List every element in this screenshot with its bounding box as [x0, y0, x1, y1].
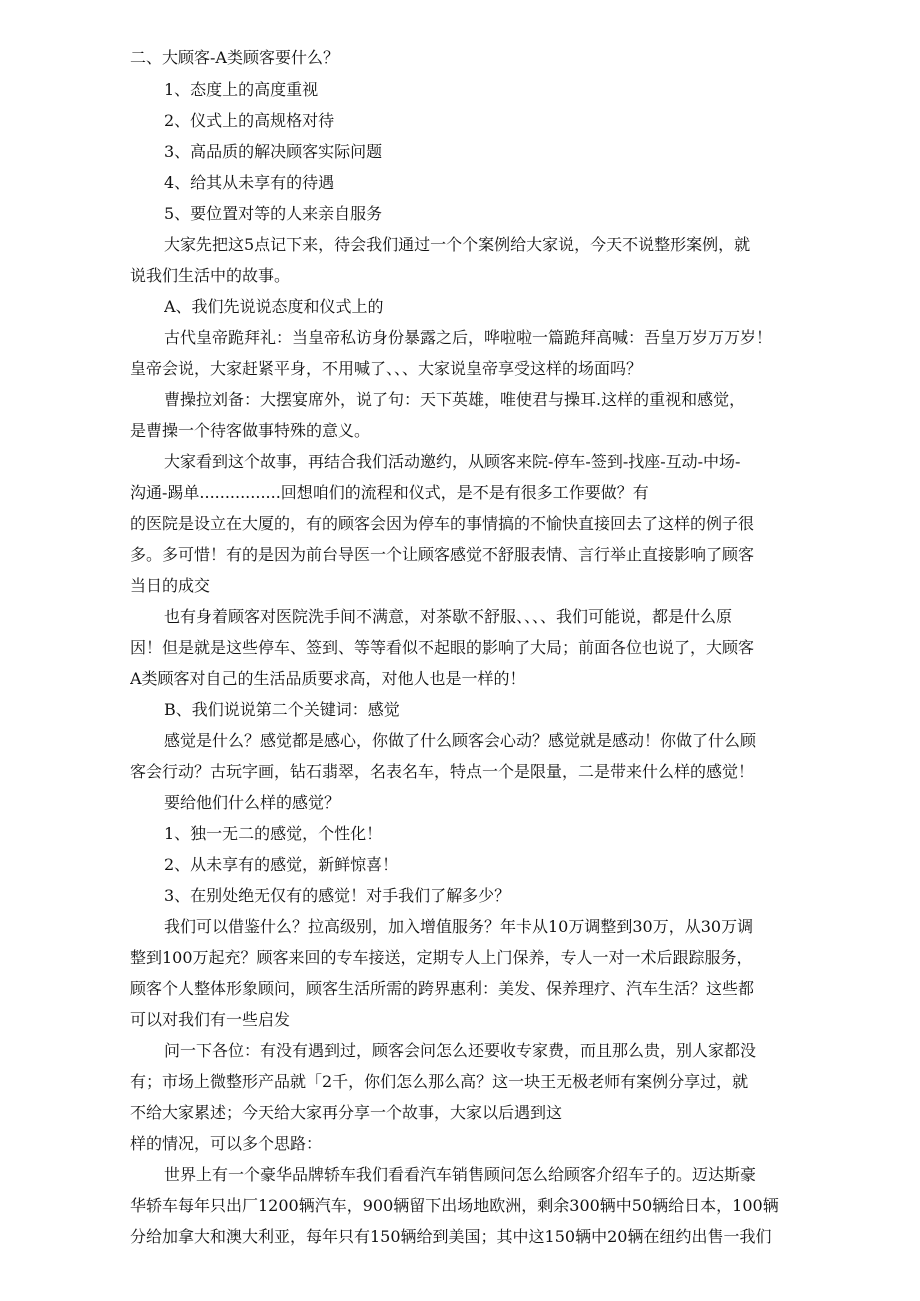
- subheading: B、我们说说第二个关键词：感觉: [164, 700, 400, 719]
- paragraph-line: 可以对我们有一些启发: [130, 1010, 291, 1029]
- paragraph-line: 我们可以借鉴什么？拉高级别，加入增值服务？年卡从10万调整到30万，从30万调: [164, 917, 754, 936]
- paragraph-line: A类顾客对自己的生活品质要求高，对他人也是一样的！: [130, 669, 526, 688]
- paragraph-line: 有；市场上微整形产品就「2千，你们怎么那么高？这一块王无极老师有案例分享过，就: [130, 1072, 749, 1091]
- paragraph-line: 世界上有一个豪华品牌轿车我们看看汽车销售顾问怎么给顾客介绍车子的。迈达斯豪: [164, 1165, 757, 1184]
- paragraph-line: 感觉是什么？感觉都是感心，你做了什么顾客会心动？感觉就是感动！你做了什么顾: [164, 731, 757, 750]
- paragraph-line: 也有身着顾客对医院洗手间不满意，对茶歇不舒服、、、、我们可能说，都是什么原: [164, 607, 733, 626]
- paragraph-line: 分给加拿大和澳大利亚，每年只有150辆给到美国；其中这150辆中20辆在纽约出售一我们: [130, 1227, 772, 1246]
- list-item: 2、从未享有的感觉，新鲜惊喜！: [164, 855, 399, 874]
- paragraph-line: 是曹操一个待客做事特殊的意义。: [130, 421, 371, 440]
- list-item: 1、态度上的高度重视: [164, 80, 319, 99]
- list-item: 2、仪式上的高规格对待: [164, 111, 335, 130]
- paragraph-line: 不给大家累述；今天给大家再分享一个故事，大家以后遇到这: [130, 1103, 563, 1122]
- paragraph-line: 多。多可惜！有的是因为前台导医一个让顾客感觉不舒服表情、言行举止直接影响了顾客: [130, 545, 755, 564]
- list-item: 3、高品质的解决顾客实际问题: [164, 142, 383, 161]
- paragraph-line: 说我们生活中的故事。: [130, 266, 291, 285]
- paragraph-line: 的医院是设立在大厦的，有的顾客会因为停车的事情搞的不愉快直接回去了这样的例子很: [130, 514, 755, 533]
- paragraph-line: 顾客个人整体形象顾问，顾客生活所需的跨界惠利：美发、保养理疗、汽车生活？这些都: [130, 979, 755, 998]
- paragraph-line: 客会行动？古玩字画，钻石翡翠，名表名车，特点一个是限量，二是带来什么样的感觉！: [130, 762, 755, 781]
- list-item: 5、要位置对等的人来亲自服务: [164, 204, 383, 223]
- paragraph-line: 当日的成交: [130, 576, 211, 595]
- paragraph-line: 整到100万起充？顾客来回的专车接送，定期专人上门保养，专人一对一术后跟踪服务，: [130, 948, 753, 967]
- paragraph-line: 因！但是就是这些停车、签到、等等看似不起眼的影响了大局；前面各位也说了，大顾客: [130, 638, 755, 657]
- section-heading: 二、大顾客-A类顾客要什么？: [130, 48, 339, 67]
- paragraph-line: 曹操拉刘备：大摆宴席外，说了句：天下英雄，唯使君与操耳.这样的重视和感觉，: [164, 390, 746, 409]
- paragraph-line: 古代皇帝跪拜礼：当皇帝私访身份暴露之后，哗啦啦一篇跪拜高喊：吾皇万岁万万岁！: [164, 328, 773, 347]
- list-item: 4、给其从未享有的待遇: [164, 173, 335, 192]
- paragraph-line: 大家先把这5点记下来，待会我们通过一个个案例给大家说，今天不说整形案例，就: [164, 235, 751, 254]
- paragraph-line: 皇帝会说，大家赶紧平身，不用喊了、、、大家说皇帝享受这样的场面吗？: [130, 359, 643, 378]
- list-item: 1、独一无二的感觉，个性化！: [164, 824, 383, 843]
- paragraph-line: 沟通-踢单................回想咱们的流程和仪式，是不是有很多工作要做？有: [130, 483, 649, 502]
- paragraph-line: 华轿车每年只出厂1200辆汽车，900辆留下出场地欧洲，剩余300辆中50辆给日本，100辆: [130, 1196, 779, 1215]
- subheading: A、我们先说说态度和仪式上的: [164, 297, 384, 316]
- list-item: 3、在别处绝无仅有的感觉！对手我们了解多少？: [164, 886, 511, 905]
- paragraph-line: 大家看到这个故事，再结合我们活动邀约，从顾客来院-停车-签到-找座-互动-中场-: [164, 452, 741, 471]
- paragraph-line: 样的情况，可以多个思路：: [130, 1134, 323, 1153]
- paragraph-line: 要给他们什么样的感觉？: [164, 793, 341, 812]
- paragraph-line: 问一下各位：有没有遇到过，顾客会问怎么还要收专家费，而且那么贵，别人家都没: [164, 1041, 757, 1060]
